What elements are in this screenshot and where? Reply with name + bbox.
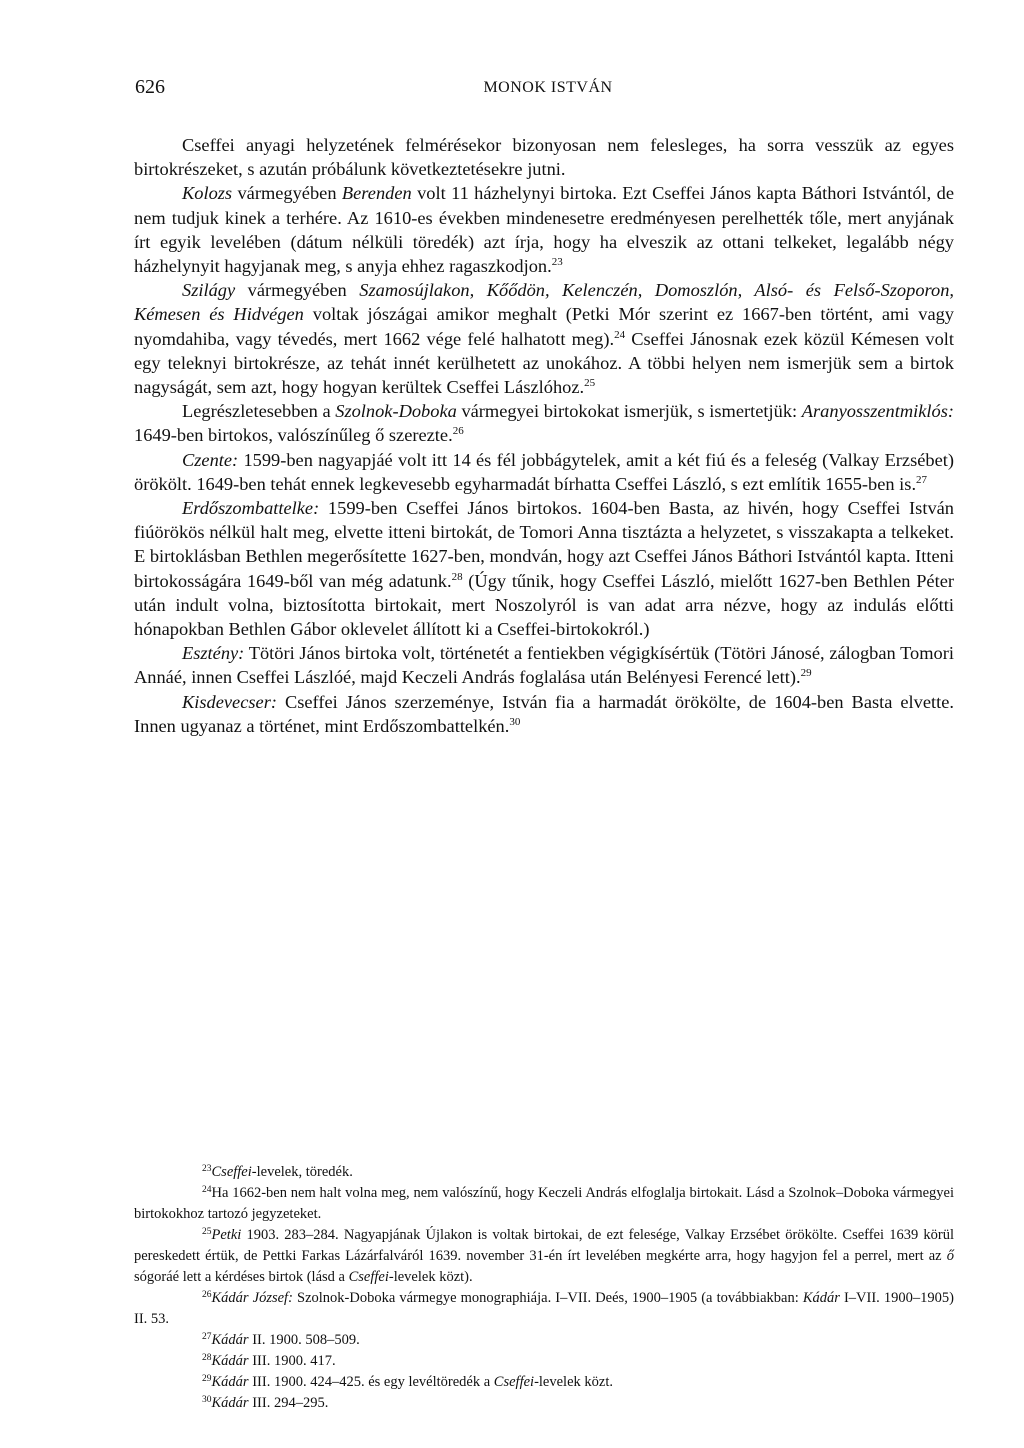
- footnote-ref: 23: [551, 256, 563, 269]
- italic-text: Cseffei: [348, 1269, 389, 1285]
- footnote-ref: 27: [916, 473, 928, 486]
- footnote: $^{30}$Kádár III. 294–295.: [202, 1395, 329, 1411]
- italic-text: Erdőszombattelke:: [182, 498, 320, 519]
- footnote: $^{29}$Kádár III. 1900. 424–425. és egy levéltöredék a Cseffei-levelek közt.: [202, 1374, 613, 1390]
- italic-text: Berenden: [341, 183, 412, 204]
- footnote-ref: 29: [800, 667, 812, 680]
- paragraph: Legrészletesebben a Szolnok-Doboka vármegyei birtokokat ismerjük, s ismertetjük: Aranyosszentmiklós: 1649-ben birtokos, valószínűleg ő szerezte.$^{26}$: [134, 401, 954, 446]
- footnote-number: 30: [202, 1395, 212, 1405]
- footnote-ref: 28: [451, 570, 463, 583]
- italic-text: Szolnok-Doboka: [335, 401, 457, 422]
- italic-text: Kádár: [211, 1353, 249, 1369]
- italic-text: Kádár: [211, 1395, 249, 1411]
- italic-text: Esztény:: [182, 643, 245, 664]
- paragraph: Erdőszombattelke: 1599-ben Cseffei János birtokos. 1604-ben Basta, az hivén, hogy Cseffei István fiúörökös nélkül halt meg, elvette itteni birtokát, de Tomori Anna tisztázta a helyzetet, s visszakapta a telkeket. E birtoklásban Bethlen megerősítette 1627-ben, mondván, hogy azt Cseffei János Báthori Istvántól kapta. Itteni birtokosságára 1649-ből van még adatunk.$^{28}$ (Úgy tűnik, hogy Cseffei László, mielőtt 1627-ben Bethlen Péter után indult volna, biztosította birtokait, mert Noszolyról is van adat arra nézve, hogy az indulás előtti hónapokban Bethlen Gábor oklevelet állított ki a Cseffei-birtokokról.): [134, 498, 954, 640]
- italic-text: ő: [946, 1248, 954, 1264]
- paragraph: Esztény: Tötöri János birtoka volt, történetét a fentiekben végigkísértük (Tötöri Jánosé, zálogban Tomori Annáé, innen Cseffei Lászlóé, majd Keczeli András foglalása után Belényesi Ferencé lett).$^{29}$: [134, 643, 954, 688]
- italic-text: Cseffei: [493, 1374, 535, 1390]
- footnote-number: 24: [202, 1185, 212, 1195]
- italic-text: Kádár: [802, 1290, 840, 1306]
- footnote: $^{27}$Kádár II. 1900. 508–509.: [202, 1332, 360, 1348]
- footnote: $^{23}$Cseffei-levelek, töredék.: [202, 1164, 353, 1180]
- paragraph: Kolozs vármegyében Berenden volt 11 házhelynyi birtoka. Ezt Cseffei János kapta Báthori Istvántól, de nem tudjuk kinek a terhére. Az 1610-es években mindenesetre eredményesen perelhették tőle, mert anyjának írt egyik levelében (dátum nélküli töredék) azt írja, hogy ha elveszik az ottani telkeket, legalább négy házhelynyit hagyjanak meg, s anyja ehhez ragaszkodjon.$^{23}$: [134, 183, 954, 277]
- footnote-ref: 25: [584, 377, 596, 390]
- footnote-ref: 24: [614, 328, 626, 341]
- italic-text: Aranyosszentmiklós:: [801, 401, 954, 422]
- footnote-ref: 30: [509, 715, 521, 728]
- footnote: $^{28}$Kádár III. 1900. 417.: [202, 1353, 336, 1369]
- running-head: MONOK ISTVÁN: [483, 79, 613, 96]
- paragraph: Cseffei anyagi helyzetének felmérésekor bizonyosan nem felesleges, ha sorra vesszük az egyes birtokrészeket, s azután próbálunk következtetésekre jutni.: [134, 135, 954, 180]
- footnote: $^{26}$Kádár József: Szolnok-Doboka vármegye monographiája. I–VII. Deés, 1900–1905 (a továbbiakban: Kádár I–VII. 1900–1905) II. 53.: [134, 1290, 954, 1327]
- italic-text: Petki: [211, 1227, 242, 1243]
- italic-text: Czente:: [182, 449, 239, 470]
- paragraph: Kisdevecser: Cseffei János szerzeménye, István fia a harmadát örökölte, de 1604-ben Basta elvette. Innen ugyanaz a történet, mint Erdőszombattelkén.$^{30}$: [134, 691, 954, 736]
- italic-text: Kolozs: [182, 183, 233, 204]
- italic-text: Kádár: [211, 1332, 249, 1348]
- paragraph: Czente: 1599-ben nagyapjáé volt itt 14 és fél jobbágytelek, amit a két fiú és a feleség (Valkay Erzsébet) örökölt. 1649-ben tehát ennek legkevesebb egyharmadát bírhatta Cseffei László, s ezt említik 1655-ben is.$^{27}$: [134, 449, 954, 494]
- italic-text: Kádár József:: [211, 1290, 293, 1306]
- italic-text: Szilágy: [182, 280, 236, 301]
- footnote-number: 26: [202, 1290, 212, 1300]
- footnote-number: 28: [202, 1353, 212, 1363]
- footnote-number: 27: [202, 1332, 212, 1342]
- main-text: [134, 133, 954, 738]
- italic-text: Kádár: [211, 1374, 249, 1390]
- footnote-ref: 26: [452, 425, 464, 438]
- footnote: $^{24}$Ha 1662-ben nem halt volna meg, nem valószínű, hogy Keczeli András elfoglalja birtokait. Lásd a Szolnok–Doboka vármegyei birtokokhoz tartozó jegyzeteket.: [134, 1185, 954, 1222]
- footnotes: [134, 1162, 954, 1414]
- footnote-number: 25: [202, 1227, 212, 1237]
- footnote-number: 23: [202, 1164, 212, 1174]
- paragraph: Szilágy vármegyében Szamosújlakon, Kőődön, Kelenczén, Domoszlón, Alsó- és Felső-Szoporon, Kémesen és Hidvégen voltak jószágai amikor meghalt (Petki Mór szerint ez 1667-ben történt, ami vagy nyomdahiba, vagy tévedés, mert 1662 vége felé halhatott meg).$^{24}$ Cseffei Jánosnak ezek közül Kémesen volt egy teleknyi birtokrésze, az tehát innét kerülhetett az unokához. A többi helyen nem ismerjük sem a birtok nagyságát, sem azt, hogy hogyan kerültek Cseffei Lászlóhoz.$^{25}$: [134, 280, 955, 398]
- footnote-number: 29: [202, 1374, 212, 1384]
- italic-text: Kisdevecser:: [182, 691, 277, 712]
- italic-text: Cseffei: [211, 1164, 252, 1180]
- page-number: 626: [135, 76, 165, 98]
- italic-text: Szamosújlakon, Kőődön, Kelenczén, Domoszlón, Alsó- és Felső-Szoporon, Kémesen és Hidvégen: [134, 280, 954, 325]
- footnote: $^{25}$Petki 1903. 283–284. Nagyapjának Újlakon is voltak birtokai, de ezt felesége, Valkay Erzsébet örökölte. Cseffei 1639 körül pereskedett értük, de Pettki Farkas Lázárfalváról 1639. november 31-én írt levelében megkérte arra, hogy hagyjon fel a perrel, mert az ő sógoráé lett a kérdéses birtok (lásd a Cseffei-levelek közt).: [134, 1227, 954, 1285]
